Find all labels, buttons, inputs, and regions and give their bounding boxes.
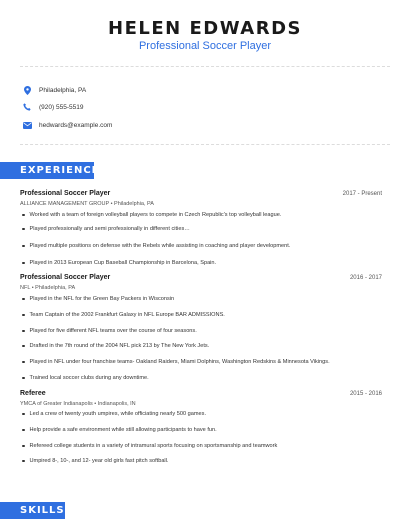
list-item <box>22 443 277 449</box>
bullet-dot <box>22 330 25 333</box>
bullet-dot <box>22 345 25 348</box>
bullet-text: Led a crew of twenty youth umpires, while officiating nearly 500 games. <box>29 411 207 417</box>
bullet-dot <box>22 413 25 416</box>
list-item <box>22 312 225 318</box>
bullet-dot <box>22 429 25 432</box>
bullet-dot <box>22 228 25 231</box>
list-item <box>22 359 330 365</box>
bullet-text: Played professionally and semi professionally in different cities… <box>29 226 190 232</box>
job-organization: ALLIANCE MANAGEMENT GROUP • Philadelphia, PA <box>20 201 154 207</box>
job-dates: 2015 - 2016 <box>349 391 382 397</box>
list-item <box>22 411 206 417</box>
section-header-experience: EXPERIENCE <box>0 162 94 179</box>
list-item <box>22 243 290 249</box>
job-title: Professional Soccer Player <box>20 190 111 197</box>
job-dates: 2017 - Present <box>342 191 382 197</box>
bullet-text: Played in 2013 European Cup Baseball Championship in Barcelona, Spain. <box>29 260 217 266</box>
bullet-dot <box>22 314 25 317</box>
divider <box>20 66 390 67</box>
job-title: Referee <box>20 390 46 397</box>
contact-email-text[interactable]: hedwards@example.com <box>39 121 113 129</box>
job-dates: 2016 - 2017 <box>349 275 382 281</box>
bullet-dot <box>22 445 25 448</box>
bullet-text: Team Captain of the 2002 Frankfurt Galaxy in NFL Europe BAR ADMISSIONS. <box>29 312 225 318</box>
list-item <box>22 328 197 334</box>
bullet-text: Played for five different NFL teams over the course of four seasons. <box>29 328 197 334</box>
divider <box>20 144 390 145</box>
bullet-text: Worked with a team of foreign volleyball players to compete in Czech Republic's top volleyball league. <box>29 212 282 218</box>
list-item <box>22 260 216 266</box>
list-item <box>22 427 217 433</box>
contact-location <box>22 83 86 97</box>
bullet-dot <box>22 460 25 463</box>
contact-phone-text: (920) 555-5519 <box>39 103 84 111</box>
map-pin-icon <box>22 85 32 95</box>
bullet-dot <box>22 262 25 265</box>
bullet-text: Umpired 8-, 10-, and 12- year old girls fast pitch softball. <box>29 458 169 464</box>
contact-location-text: Philadelphia, PA <box>39 86 87 94</box>
bullet-dot <box>22 298 25 301</box>
resume-title: Professional Soccer Player <box>138 40 272 52</box>
phone-icon <box>22 102 32 112</box>
list-item <box>22 343 209 349</box>
bullet-dot <box>22 245 25 248</box>
contact-email <box>22 118 112 132</box>
bullet-text: Played multiple positions on defense with the Rebels while assisting in coaching and player development. <box>29 243 291 249</box>
bullet-text: Trained local soccer clubs during any downtime. <box>29 375 149 381</box>
list-item <box>22 212 281 218</box>
bullet-text: Played in NFL under four franchise teams- Oakland Raiders, Miami Dolphins, Washington Redskins & Minnesota Vikings. <box>29 359 330 365</box>
section-header-skills: SKILLS <box>0 502 65 519</box>
list-item <box>22 226 190 232</box>
bullet-text: Drafted in the 7th round of the 2004 NFL pick 213 by The New York Jets. <box>29 343 210 349</box>
bullet-dot <box>22 361 25 364</box>
bullet-text: Help provide a safe environment while still allowing participants to have fun. <box>29 427 217 433</box>
list-item <box>22 458 168 464</box>
bullet-dot <box>22 214 25 217</box>
job-title: Professional Soccer Player <box>20 274 111 281</box>
resume-name: HELEN EDWARDS <box>108 18 302 39</box>
job-organization: NFL • Philadelphia, PA <box>20 285 76 291</box>
contact-phone <box>22 100 83 114</box>
list-item <box>22 375 149 381</box>
job-organization: YMCA of Greater Indianapolis • Indianapolis, IN <box>20 401 136 407</box>
bullet-text: Played in the NFL for the Green Bay Packers in Wisconsin <box>29 296 175 302</box>
envelope-icon <box>22 120 32 130</box>
bullet-text: Refereed college students in a variety of intramural sports focusing on sportsmanship and teamwork <box>29 443 278 449</box>
list-item <box>22 296 174 302</box>
bullet-dot <box>22 377 25 380</box>
